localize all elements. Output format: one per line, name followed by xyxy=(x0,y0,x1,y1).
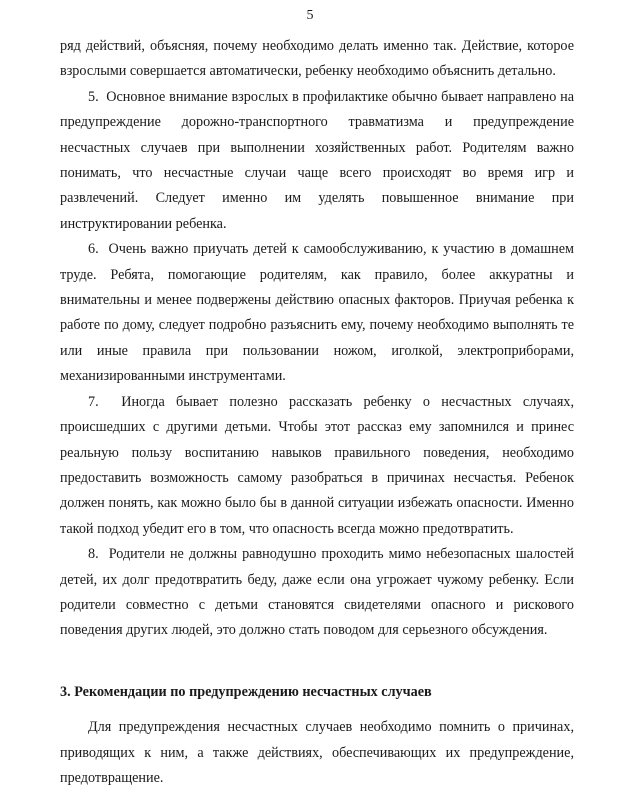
section-heading: 3. Рекомендации по предупреждению несчастных случаев xyxy=(60,683,432,700)
paragraph-item-8: 8. Родители не должны равнодушно проходить мимо небезопасных шалостей детей, их долг предотвратить беду, даже если она угрожает чужому ребенку. Если родители совместно с детьми становятся свидетелями опасного и рискового поведения других людей, это должно стать поводом для серьезного обсуждения. xyxy=(60,546,574,639)
page-content xyxy=(60,34,574,791)
paragraph-item-5: 5. Основное внимание взрослых в профилактике обычно бывает направлено на предупреждение дорожно-транспортного травматизма и предупреждение несчастных случаев при выполнении хозяйственных работ. Родителям важно понимать, что несчастные случаи чаще всего происходят во время игр и развлечений. Следует именно им уделять повышенное внимание при инструктировании ребенка. xyxy=(60,88,574,232)
page-number: 5 xyxy=(306,8,314,23)
paragraph-continuation: ряд действий, объясняя, почему необходимо делать именно так. Действие, которое взрослыми совершается автоматически, ребенку необходимо объяснить детально. xyxy=(60,38,574,80)
paragraph-item-7: 7. Иногда бывает полезно рассказать ребенку о несчастных случаях, происшедших с другими детьми. Чтобы этот рассказ ему запомнился и принес реальную пользу воспитанию навыков правильного поведения, необходимо предоставить возможность самому разобраться в причинах несчастья. Ребенок должен понять, как можно было бы в данной ситуации избежать опасности. Именно такой подход убедит его в том, что опасность всегда можно предотвратить. xyxy=(60,393,574,537)
section-intro-paragraph: Для предупреждения несчастных случаев необходимо помнить о причинах, приводящих к ним, а также действиях, обеспечивающих их предупреждение, предотвращение. xyxy=(60,719,574,786)
paragraph-item-6: 6. Очень важно приучать детей к самообслуживанию, к участию в домашнем труде. Ребята, помогающие родителям, как правило, более аккуратны и внимательны и менее подвержены действию опасных факторов. Приучая ребенка к работе по дому, следует подробно разъяснить ему, почему необходимо выполнять те или иные правила при пользовании ножом, иголкой, электроприборами, механизированными инструментами. xyxy=(60,241,574,385)
